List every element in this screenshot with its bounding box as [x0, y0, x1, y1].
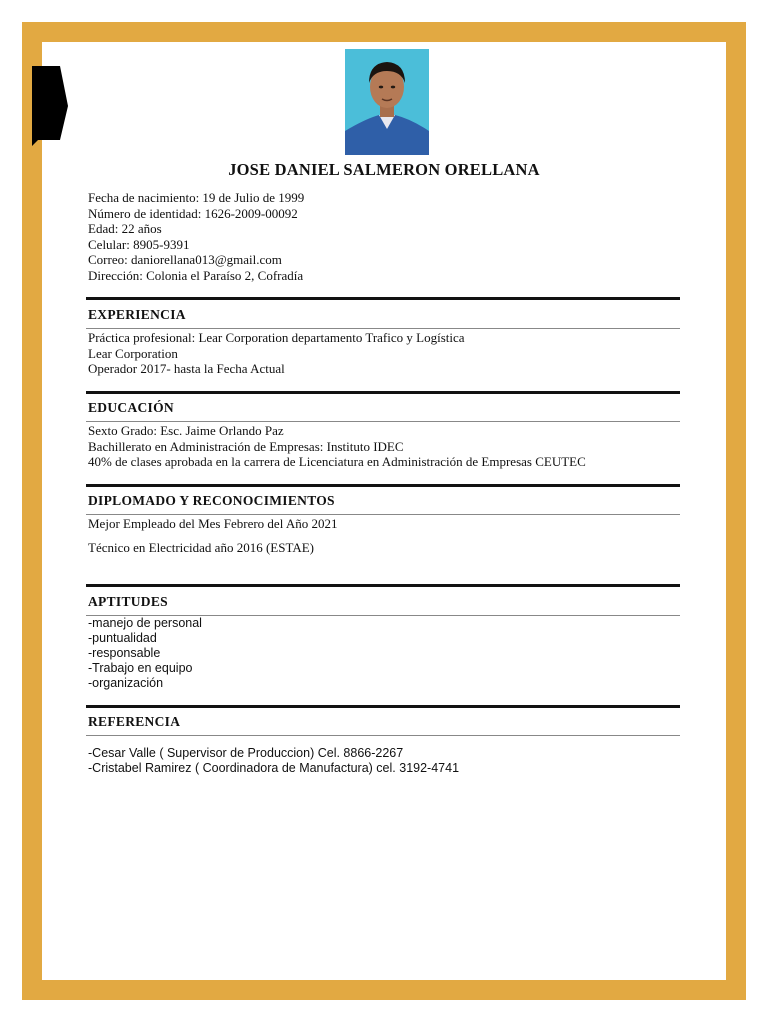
candidate-name: JOSE DANIEL SALMERON ORELLANA — [228, 160, 540, 179]
list-item: Mejor Empleado del Mes Febrero del Año 2021 — [88, 516, 338, 531]
section-rule — [86, 391, 680, 394]
aptitudes-list — [88, 616, 202, 691]
birth-date: Fecha de nacimiento: 19 de Julio de 1999 — [88, 190, 305, 205]
list-item: Operador 2017- hasta la Fecha Actual — [88, 361, 285, 376]
age: Edad: 22 años — [88, 221, 162, 236]
black-tab-decoration — [32, 66, 68, 150]
section-rule — [86, 297, 680, 300]
section-underline — [86, 328, 680, 329]
personal-info — [88, 190, 304, 283]
profile-photo — [345, 49, 429, 155]
list-item: Técnico en Electricidad año 2016 (ESTAE) — [88, 539, 315, 555]
educacion-list — [88, 423, 586, 470]
section-underline — [86, 421, 680, 422]
referencia-list — [88, 746, 459, 776]
list-item: -Cristabel Ramirez ( Coordinadora de Manufactura) cel. 3192-4741 — [88, 761, 460, 775]
section-rule — [86, 584, 680, 587]
address: Dirección: Colonia el Paraíso 2, Cofradía — [88, 267, 304, 283]
list-item: -responsable — [88, 646, 161, 660]
list-item: -manejo de personal — [88, 616, 202, 630]
section-title-aptitudes: APTITUDES — [88, 594, 168, 609]
section-rule — [86, 484, 680, 487]
list-item: Sexto Grado: Esc. Jaime Orlando Paz — [88, 423, 284, 438]
experiencia-list — [88, 330, 465, 377]
list-item: Lear Corporation — [88, 345, 178, 361]
section-title-referencia: REFERENCIA — [88, 714, 181, 729]
section-underline — [86, 735, 680, 736]
section-title-experiencia: EXPERIENCIA — [88, 307, 186, 322]
list-item: -puntualidad — [88, 631, 157, 645]
email: Correo: daniorellana013@gmail.com — [88, 252, 282, 267]
section-title-diplomado: DIPLOMADO Y RECONOCIMIENTOS — [88, 493, 335, 508]
resume-page — [42, 42, 726, 980]
section-rule — [86, 705, 680, 708]
list-item: -organización — [88, 676, 164, 690]
section-title-educacion: EDUCACIÓN — [88, 400, 174, 415]
list-item: -Trabajo en equipo — [88, 661, 193, 675]
list-item: Práctica profesional: Lear Corporation departamento Trafico y Logística — [88, 330, 465, 345]
list-item: 40% de clases aprobada en la carrera de Licenciatura en Administración de Empresas CEUTEC — [88, 454, 586, 469]
list-item: Bachillerato en Administración de Empresas: Instituto IDEC — [88, 438, 404, 454]
diplomado-list — [88, 516, 337, 555]
id-number: Número de identidad: 1626-2009-00092 — [88, 205, 298, 221]
section-underline — [86, 514, 680, 515]
list-item: -Cesar Valle ( Supervisor de Produccion) Cel. 8866-2267 — [88, 746, 404, 760]
phone: Celular: 8905-9391 — [88, 236, 190, 252]
